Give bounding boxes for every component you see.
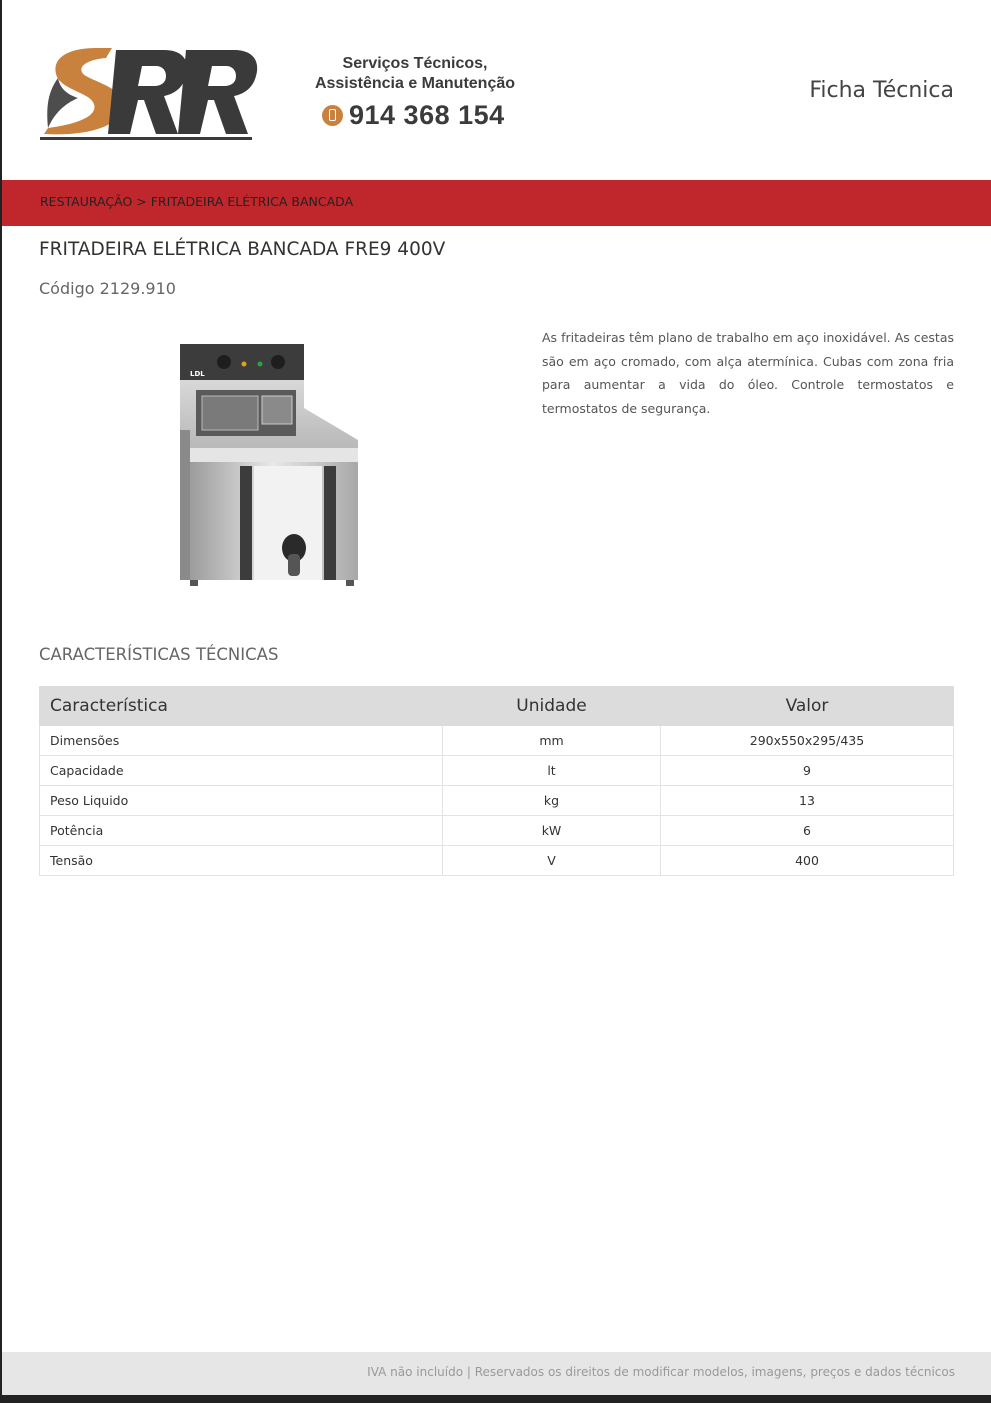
- spec-name: Capacidade: [40, 756, 443, 786]
- specs-section-title: CARACTERÍSTICAS TÉCNICAS: [39, 645, 279, 664]
- spec-value: 400: [661, 846, 954, 876]
- page-border-bottom: [0, 1395, 991, 1403]
- spec-value: 9: [661, 756, 954, 786]
- tagline-line-1: Serviços Técnicos,: [342, 55, 488, 72]
- spec-value: 290x550x295/435: [661, 726, 954, 756]
- phone-number-text: 914 368 154: [349, 99, 505, 130]
- spec-value: 13: [661, 786, 954, 816]
- mobile-phone-icon: [322, 105, 343, 126]
- table-row: [40, 846, 954, 876]
- footer-bar: [2, 1352, 991, 1395]
- breadcrumb-bar: [2, 180, 991, 226]
- spec-unit: V: [443, 846, 661, 876]
- phone-number[interactable]: [322, 98, 522, 132]
- fryer-product-image: [170, 330, 370, 595]
- company-tagline: [300, 54, 530, 94]
- header-value: Valor: [661, 687, 954, 726]
- table-row: [40, 756, 954, 786]
- spec-unit: kg: [443, 786, 661, 816]
- spec-name: Peso Liquido: [40, 786, 443, 816]
- spec-unit: kW: [443, 816, 661, 846]
- spec-unit: mm: [443, 726, 661, 756]
- product-code: Código 2129.910: [39, 279, 176, 298]
- table-row: [40, 726, 954, 756]
- tagline-line-2: Assistência e Manutenção: [314, 75, 516, 92]
- spec-unit: lt: [443, 756, 661, 786]
- brand-label: LDL: [190, 370, 205, 378]
- breadcrumb[interactable]: RESTAURAÇÃO > FRITADEIRA ELÉTRICA BANCADA: [40, 194, 354, 209]
- header-unit: Unidade: [443, 687, 661, 726]
- product-description: As fritadeiras têm plano de trabalho em aço inoxidável. As cestas são em aço cromado, com alça atermínica. Cubas com zona fria para aumentar a vida do óleo. Controle termostatos e termostatos de segurança.: [542, 330, 954, 416]
- document-title: Ficha Técnica: [809, 78, 954, 103]
- product-title: FRITADEIRA ELÉTRICA BANCADA FRE9 400V: [39, 239, 446, 260]
- table-row: [40, 816, 954, 846]
- spec-name: Potência: [40, 816, 443, 846]
- header-characteristic: Característica: [40, 687, 443, 726]
- spec-name: Tensão: [40, 846, 443, 876]
- specs-table: [39, 686, 954, 876]
- specs-header-row: [40, 687, 954, 726]
- table-row: [40, 786, 954, 816]
- spec-value: 6: [661, 816, 954, 846]
- spec-name: Dimensões: [40, 726, 443, 756]
- srr-logo: [38, 44, 260, 142]
- footer-disclaimer: IVA não incluído | Reservados os direitos de modificar modelos, imagens, preços e dados técnicos: [367, 1365, 955, 1379]
